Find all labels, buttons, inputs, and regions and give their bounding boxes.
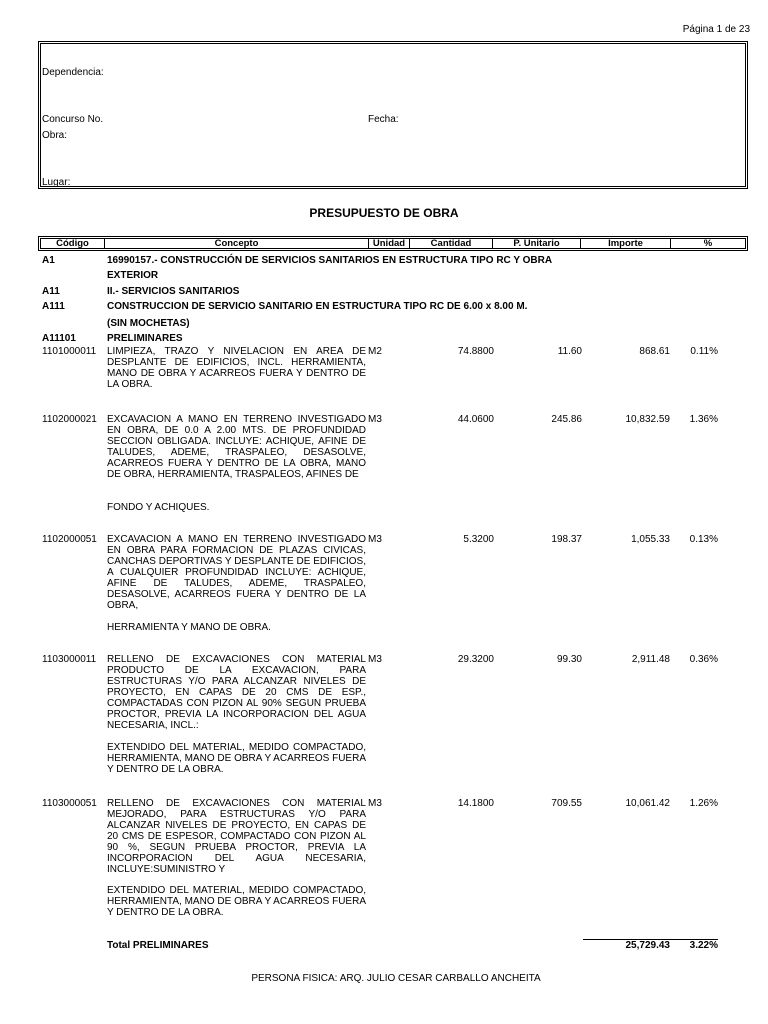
item-concept: RELLENO DE EXCAVACIONES CON MATERIAL MEJORADO, PARA ESTRUCTURAS Y/O PARA ALCANZAR NIVELES DE PROYECTO, EN CAPAS DE 20 CMS DE ESPESOR, COMPACTADO CON PIZON AL 90 %, SEGUN PRUEBA PROCTOR, PREVIA LA INCORPORACION DEL AGUA NECESARIA, INCLUYE:SUMINISTRO Y [107,798,366,875]
item-amount: 868.61 [639,346,670,357]
item-unit-price: 245.86 [551,414,582,425]
concurso-label: Concurso No. [42,114,104,125]
col-unitario: P. Unitario [493,239,581,248]
col-pct: % [703,238,713,249]
item-code: 1103000011 [42,654,97,665]
item-unit-price: 709.55 [551,798,582,809]
item-concept-cont: FONDO Y ACHIQUES. [107,502,210,513]
page-number: Página 1 de 23 [682,24,750,35]
item-quantity: 14.1800 [457,798,494,809]
obra-label: Obra: [42,130,68,141]
item-unit-price: 198.37 [551,534,582,545]
total-amount: 25,729.43 [625,940,670,951]
fecha-label: Fecha: [368,114,399,125]
item-code: 1103000051 [42,798,97,809]
item-code: 1102000021 [42,414,97,425]
group-code: A11 [42,286,60,297]
group-title: II.- SERVICIOS SANITARIOS [107,286,240,297]
total-percent: 3.22% [689,940,718,951]
item-quantity: 74.8800 [457,346,494,357]
col-importe: Importe [581,239,671,248]
item-quantity: 29.3200 [457,654,494,665]
item-concept-cont: EXTENDIDO DEL MATERIAL, MEDIDO COMPACTADO, HERRAMIENTA, MANO DE OBRA Y ACARREOS FUERA Y DENTRO DE LA OBRA. [107,885,366,918]
group-title-cont: EXTERIOR [107,270,159,281]
group-title: CONSTRUCCION DE SERVICIO SANITARIO EN ESTRUCTURA TIPO RC DE 6.00 x 8.00 M. [107,301,528,312]
group-code: A1 [42,255,55,266]
item-code: 1101000011 [42,346,97,357]
footer-text: PERSONA FISICA: ARQ. JULIO CESAR CARBALLO ANCHEITA [251,973,541,984]
item-code: 1102000051 [42,534,97,545]
item-amount: 2,911.48 [631,654,670,665]
item-concept: LIMPIEZA, TRAZO Y NIVELACION EN AREA DE DESPLANTE DE EDIFICIOS, INCL. HERRAMIENTA, MANO DE OBRA Y ACARREOS FUERA Y DENTRO DE LA OBRA. [107,346,366,390]
group-title: 16990157.- CONSTRUCCIÓN DE SERVICIOS SANITARIOS EN ESTRUCTURA TIPO RC Y OBRA [107,255,553,266]
item-percent: 0.11% [690,346,718,357]
item-quantity: 44.0600 [457,414,494,425]
item-concept-cont: HERRAMIENTA Y MANO DE OBRA. [107,622,271,633]
col-codigo: Código [41,239,105,248]
item-concept-cont: EXTENDIDO DEL MATERIAL, MEDIDO COMPACTADO, HERRAMIENTA, MANO DE OBRA Y ACARREOS FUERA Y DENTRO DE LA OBRA. [107,742,366,775]
item-unit: M3 [368,414,382,425]
total-label: Total PRELIMINARES [107,940,209,951]
item-amount: 10,061.42 [625,798,670,809]
item-percent: 0.13% [689,534,718,545]
item-quantity: 5.3200 [463,534,494,545]
group-title-cont: (SIN MOCHETAS) [107,318,190,329]
item-concept: EXCAVACION A MANO EN TERRENO INVESTIGADO EN OBRA PARA FORMACION DE PLAZAS CIVICAS, CANCHAS DEPORTIVAS Y DESPLANTE DE EDIFICIOS, A CUALQUIER PROFUNDIDAD INCLUYE: ACHIQUE, AFINE DE TALUDES, ADEME, TRASPALEO, DESASOLVE, ACARREOS FUERA Y DENTRO DE LA OBRA, [107,534,366,611]
item-concept: RELLENO DE EXCAVACIONES CON MATERIAL PRODUCTO DE LA EXCAVACION, PARA ESTRUCTURAS Y/O PARA ALCANZAR NIVELES DE PROYECTO, EN CAPAS DE 20 CMS DE ESP., COMPACTADAS CON PIZON AL 90% SEGUN PRUEBA PROCTOR, PREVIA LA INCORPORACION DEL AGUA NECESARIA, INCL.: [107,654,366,731]
item-unit: M3 [368,798,382,809]
item-unit: M3 [368,654,382,665]
item-unit: M2 [368,346,382,357]
item-unit: M3 [368,534,382,545]
lugar-label: Lugar: [42,177,71,188]
group-code: A111 [42,301,65,312]
dependencia-label: Dependencia: [42,67,104,78]
item-amount: 1,055.33 [631,534,670,545]
item-concept: EXCAVACION A MANO EN TERRENO INVESTIGADO EN OBRA, DE 0.0 A 2.00 MTS. DE PROFUNDIDAD SECCION OBLIGADA. INCLUYE: ACHIQUE, AFINE DE TALUDES, ADEME, TRASPALEO, DESASOLVE, ACARREOS FUERA Y DENTRO DE LA OBRA, MANO DE OBRA, HERRAMIENTA, TRASPALEOS, AFINES DE [107,414,366,480]
item-percent: 0.36% [689,654,718,665]
item-percent: 1.26% [689,798,718,809]
item-unit-price: 11.60 [557,346,582,357]
col-unidad: Unidad [369,239,410,248]
item-unit-price: 99.30 [556,654,582,665]
col-concepto: Concepto [105,239,369,248]
col-cantidad: Cantidad [410,239,493,248]
item-percent: 1.36% [689,414,718,425]
group-code: A11101 [42,333,76,344]
table-header [38,236,748,251]
item-amount: 10,832.59 [625,414,670,425]
group-title: PRELIMINARES [107,333,183,344]
page-title: PRESUPUESTO DE OBRA [309,206,459,220]
